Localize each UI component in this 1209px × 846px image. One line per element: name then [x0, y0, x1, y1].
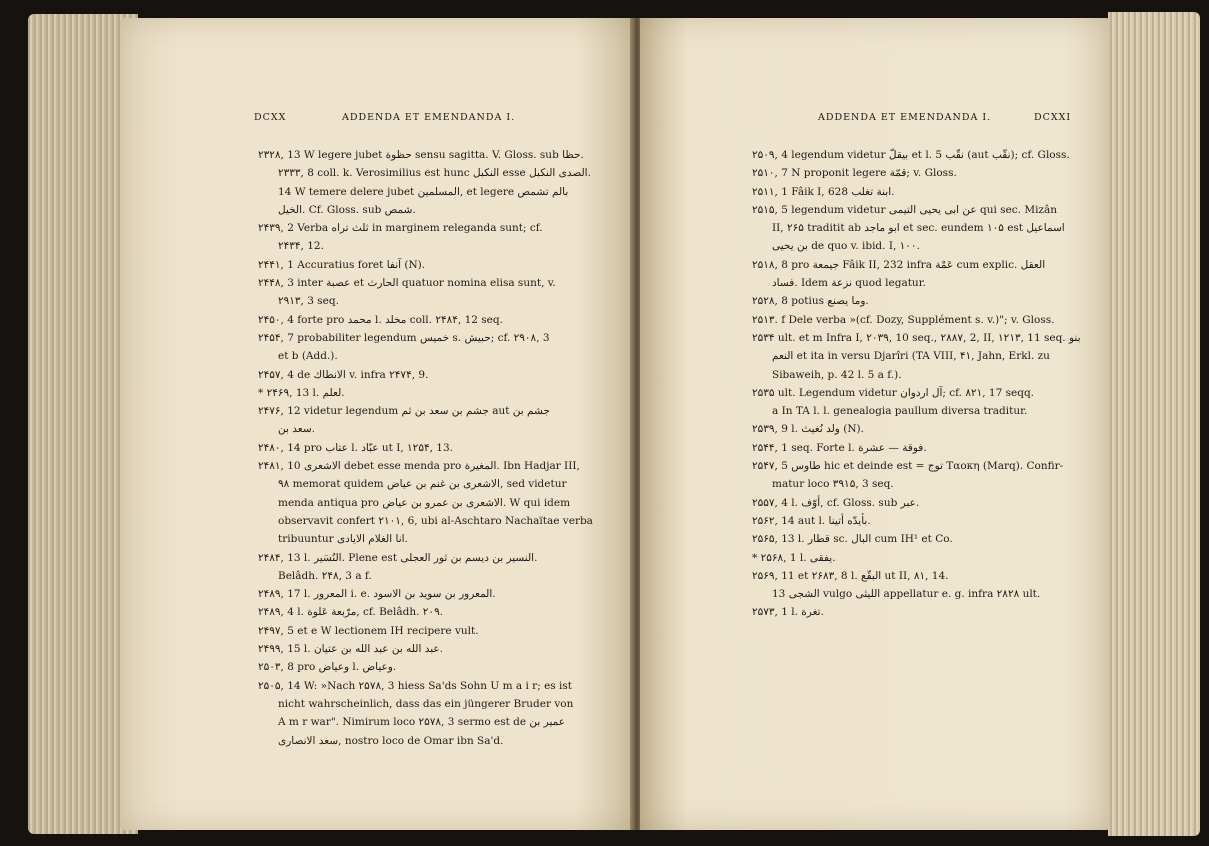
text-line: ۲۳۳۳, 8 coll. k. Verosimilius est hunc النكبل esse الصدى النكبل. — [278, 167, 591, 180]
text-line: سعد بن. — [278, 423, 315, 436]
text-line: nicht wahrscheinlich, dass das ein jüngerer Bruder von — [278, 697, 574, 710]
text-line: ۲۵۱۱, 1 Fâik I, 628 ابنة تغلب. — [752, 185, 895, 198]
text-line: ۲۵۳۹, 9 l. ولد نُغيث (N). — [752, 423, 864, 436]
text-line: سعد الانصارى, nostro loco de Omar ibn Sa'd. — [278, 734, 504, 747]
text-line: ۲۵۰۹, 4 legendum videtur بيقلّ et l. 5 نقّب (aut نقّب); cf. Gloss. — [752, 149, 1070, 161]
text-line: ۲۵۶۵, 13 l. قطار sc. البال cum IH¹ et Co. — [752, 533, 953, 546]
text-line: ۲۴۸۹, 17 l. المعرور i. e. المعرور بن سويد بن الاسود. — [258, 588, 496, 601]
text-line: observavit confert ۲۱۰۱, 6, ubi al-Aschtaro Nachaïtae verba — [278, 514, 593, 527]
text-line: 14 W temere delere jubet المسلمين, et legere بالم تشمص — [278, 185, 569, 198]
text-line: النعم et ita in versu Djarîri (TA VIII, ۴۱, Jahn, Erkl. zu — [772, 350, 1050, 363]
text-line: Sibaweih, p. 42 l. 5 a f.). — [772, 368, 902, 381]
text-line: ۲۴۸۰, 14 pro عتاب l. عبّاد ut I, ۱۲۵۴, 13. — [258, 441, 453, 454]
text-line: ۹۸ memorat quidem الاشعرى بن غنم بن عياض, sed videtur — [278, 478, 567, 491]
left-page — [120, 18, 637, 830]
text-line: menda antiqua pro الاشعرى بن عمرو بن عياض. W qui idem — [278, 496, 571, 509]
text-line: بن يحيى de quo v. ibid. I, ۱۰۰. — [772, 240, 920, 253]
right-page-body — [752, 146, 1081, 622]
text-line: tribuuntur انا الغلام الايادى. — [278, 533, 408, 546]
text-line: الخيل. Cf. Gloss. sub شمص. — [278, 203, 416, 216]
text-line: A m r war". Nimirum loco ۲۵۷۸, 3 sermo est de عمير بن — [278, 716, 565, 729]
text-line: ۲۴۸۴, 13 l. النُسَير. Plene est النسير بن ديسم بن ثور العجلى. — [258, 551, 538, 564]
text-line: ۲۴۵۰, 4 forte pro محمد l. مخلد coll. ۲۴۸۴, 12 seq. — [258, 313, 503, 326]
text-line: ۲۴۸۹, 4 l. مرّبعة عَلوة, cf. Belâdh. ۲۰۹. — [258, 606, 444, 619]
text-line: et b (Add.). — [278, 350, 338, 363]
text-line: ۲۵۶۹, 11 et ۲۶۸۳, 8 l. البقّع ut II, ۸۱, 14. — [752, 569, 949, 582]
text-line: فساد. Idem نزعة quod legatur. — [772, 277, 926, 290]
text-line: 13 الشجى vulgo الليثى appellatur e. g. infra ۲۸۲۸ ult. — [772, 588, 1041, 601]
text-line: a In TA l. l. genealogia paullum diversa traditur. — [772, 405, 1028, 418]
text-line: II, ۲۶۵ traditit ab ابو ماجد et sec. eundem ۱۰۵ est اسماعيل — [772, 222, 1065, 235]
text-line: ۲۵۲۸, 8 potius وما يصنع. — [752, 295, 869, 308]
text-line: * ۲۵۶۸, 1 l. يفقى. — [752, 551, 836, 564]
text-line: ۲۴۵۴, 7 probabiliter legendum خميس s. حبيش; cf. ۲۹۰۸, 3 — [258, 331, 550, 344]
text-line: ۲۴۹۷, 5 et e W lectionem IH recipere vult. — [258, 624, 479, 637]
text-line: ۲۵۶۲, 14 aut l. بأيدّه أتينا. — [752, 514, 871, 527]
text-line: ۲۹۱۳, 3 seq. — [278, 295, 339, 308]
running-head: ADDENDA ET EMENDANDA I. — [818, 112, 992, 123]
text-line: ۲۵۱۳. f Dele verba »(cf. Dozy, Supplément s. v.)"; v. Gloss. — [752, 313, 1055, 326]
text-line: ۲۳۲۸, 13 W legere jubet حظوة sensu sagitta. V. Gloss. sub حظا. — [258, 149, 584, 161]
text-line: ۲۴۷۶, 12 videtur legendum جشم بن سعد بن ثم aut جشم بن — [258, 405, 550, 418]
page-stack-right — [1108, 12, 1200, 836]
text-line: ۲۵۳۴ ult. et m Infra I, ۲۰۳۹, 10 seq., ۲۸۸۷, 2, II, ۱۲۱۳, 11 seq. بنو — [752, 331, 1081, 344]
text-line: ۲۵۳۵ ult. Legendum videtur آل اردوان; cf. ۸۲۱, 17 seqq. — [752, 386, 1035, 399]
page-number: DCXX — [254, 112, 287, 123]
text-line: matur loco ۳۹۱۵, 3 seq. — [772, 478, 894, 491]
text-line: ۲۴۴۱, 1 Accuratius foret آنفا (N). — [258, 258, 426, 271]
text-line: ۲۵۰۵, 14 W: »Nach ۲۵۷۸, 3 hiess Sa'ds Sohn U m a i r; es ist — [258, 679, 572, 692]
text-line: ۲۵۱۵, 5 legendum videtur عن ابى يحيى التيمى qui sec. Mizân — [752, 203, 1057, 216]
left-page-body — [258, 146, 593, 750]
text-line: ۲۴۳۹, 2 Verba ثلث تراه in marginem releganda sunt; cf. — [258, 222, 543, 235]
text-line: * ۲۴۶۹, 13 l. لعلم. — [258, 386, 345, 399]
text-line: ۲۴۹۹, 15 l. عبد الله بن عبد الله بن عتيان. — [258, 643, 444, 656]
text-line: ۲۴۴۸, 3 inter عصبة et الحارث quatuor nomina elisa sunt, v. — [258, 277, 556, 290]
text-line: ۲۵۵۷, 4 l. أوّف, cf. Gloss. sub عبر. — [752, 496, 920, 509]
text-line: Belâdh. ۲۴۸, 3 a f. — [278, 569, 372, 582]
text-line: ۲۵۷۳, 1 l. تغرة. — [752, 606, 824, 619]
text-line: ۲۵۱۸, 8 pro جيمعة Fâik II, 232 infra عَمْة cum explic. العقل — [752, 258, 1046, 271]
text-line: ۲۵۴۴, 1 seq. Forte l. فوقة — عشرة. — [752, 441, 927, 454]
running-head: ADDENDA ET EMENDANDA I. — [342, 112, 516, 123]
text-line: ۲۵۱۰, 7 N proponit legere قمّة; v. Gloss. — [752, 167, 957, 180]
page-number: DCXXI — [1034, 112, 1072, 123]
text-line: ۲۵۰۳, 8 pro وعياض l. وعياض. — [258, 661, 397, 674]
right-page — [640, 18, 1110, 830]
text-line: ۲۴۸۱, 10 الاشعرى debet esse menda pro المغيرة. Ibn Hadjar III, — [258, 460, 580, 473]
text-line: ۲۴۳۴, 12. — [278, 240, 324, 253]
text-line: ۲۴۵۷, 4 de الانطاك v. infra ۲۴۷۴, 9. — [258, 368, 429, 381]
text-line: ۲۵۴۷, 5 طاوس hic et deinde est = توج Ταοκη (Marq). Confir- — [752, 460, 1064, 473]
